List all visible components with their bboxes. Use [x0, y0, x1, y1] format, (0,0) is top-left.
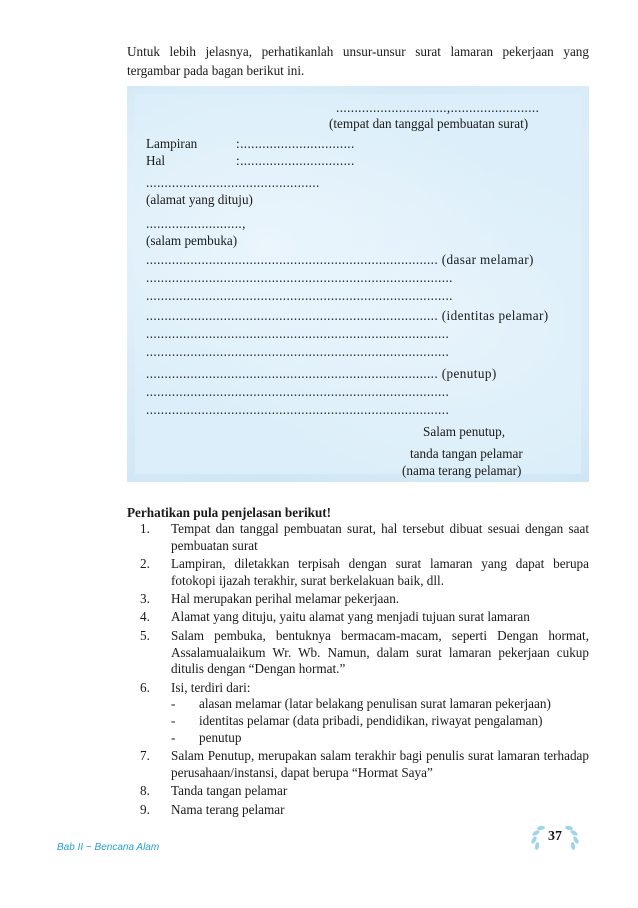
list-item [140, 748, 589, 782]
list-number: 2. [140, 556, 150, 572]
list-number: 1. [140, 521, 150, 536]
place-date-dots: ..............................,........................ [336, 100, 540, 115]
list-number: 3. [140, 591, 150, 607]
list-text: Tempat dan tanggal pembuatan surat, hal tersebut dibuat sesuai dengan saat pembuatan surat [171, 521, 589, 553]
applicant-name-label: (nama terang pelamar) [402, 463, 522, 478]
identitas-line-3: .................................................................................. [146, 344, 450, 359]
letter-diagram [127, 86, 589, 482]
identitas-line: ............................................................................... (identitas pelamar) [146, 308, 549, 323]
list-item [140, 628, 589, 678]
intro-paragraph: Untuk lebih jelasnya, perhatikanlah unsur-unsur surat lamaran pekerjaan yang tergambar pada bagan berikut ini. [127, 44, 589, 78]
list-number: 6. [140, 679, 150, 695]
list-item [140, 556, 589, 590]
sub-list-item [171, 713, 589, 730]
chapter-footer: Bab II ~ Bencana Alam [57, 842, 160, 853]
list-item [140, 680, 589, 747]
penutup-line: ............................................................................... (penutup) [146, 366, 497, 381]
dasar-line-2: ................................................................................... [146, 270, 453, 285]
penutup-line-2: .................................................................................. [146, 384, 450, 399]
signature-label: tanda tangan pelamar [410, 446, 523, 461]
list-text: Salam pembuka, bentuknya bermacam-macam, seperti Dengan hormat, Assalamualaikum Wr. Wb. Namun, dalam surat lamaran pekerjaan cukup ditulis dengan “Dengan hormat.” [171, 627, 589, 677]
identitas-line-2: .................................................................................. [146, 326, 450, 341]
explanation-list [140, 521, 589, 820]
sub-list-item [171, 696, 589, 713]
greeting-label: (salam pembuka) [146, 233, 238, 248]
sub-list-item [171, 730, 589, 747]
address-dots: ............................................... [146, 175, 320, 190]
lampiran-value: :............................... [236, 136, 355, 151]
dasar-line: ............................................................................... (dasar melamar) [146, 252, 534, 267]
list-number: 9. [140, 801, 150, 817]
list-number: 7. [140, 748, 150, 764]
list-text: Nama terang pelamar [171, 801, 285, 817]
list-number: 5. [140, 627, 150, 643]
sub-list-dash: - [171, 713, 176, 729]
explanation-heading: Perhatikan pula penjelasan berikut! [127, 505, 332, 520]
list-text: Salam Penutup, merupakan salam terakhir bagi penulis surat lamaran terhadap perusahaan/instansi, dapat berupa “Hormat Saya” [171, 748, 589, 781]
list-text: Hal merupakan perihal melamar pekerjaan. [171, 591, 400, 607]
sub-list-text: alasan melamar (latar belakang penulisan surat lamaran pekerjaan) [199, 696, 551, 712]
list-item [140, 591, 589, 608]
page-number: 37 [548, 829, 562, 844]
list-text: Tanda tangan pelamar [171, 783, 288, 799]
sub-list-text: identitas pelamar (data pribadi, pendidikan, riwayat pengalaman) [199, 713, 543, 729]
list-item-body [171, 680, 589, 747]
sub-list-text: penutup [199, 730, 242, 746]
closing-salutation: Salam penutup, [423, 424, 506, 439]
list-item [140, 521, 589, 555]
list-number: 4. [140, 609, 150, 625]
dasar-line-3: ................................................................................... [146, 288, 453, 303]
penutup-line-3: .................................................................................. [146, 402, 450, 417]
list-item [140, 802, 589, 819]
list-text: Alamat yang dituju, yaitu alamat yang menjadi tujuan surat lamaran [171, 609, 530, 625]
hal-label: Hal [146, 153, 166, 168]
list-item [140, 609, 589, 626]
hal-value: :............................... [236, 153, 355, 168]
address-label: (alamat yang dituju) [146, 192, 253, 207]
place-date-label: (tempat dan tanggal pembuatan surat) [329, 116, 529, 131]
list-number: 8. [140, 783, 150, 799]
lampiran-label: Lampiran [146, 136, 198, 151]
sub-list-dash: - [171, 730, 176, 746]
list-item [140, 783, 589, 800]
sub-list-dash: - [171, 696, 176, 712]
greeting-dots: .........................., [146, 216, 246, 231]
page-number-badge [528, 822, 582, 852]
list-text: Isi, terdiri dari: [171, 679, 251, 695]
list-text: Lampiran, diletakkan terpisah dengan surat lamaran yang dapat berupa fotokopi ijazah terakhir, surat berkelakuan baik, dll. [171, 556, 589, 588]
